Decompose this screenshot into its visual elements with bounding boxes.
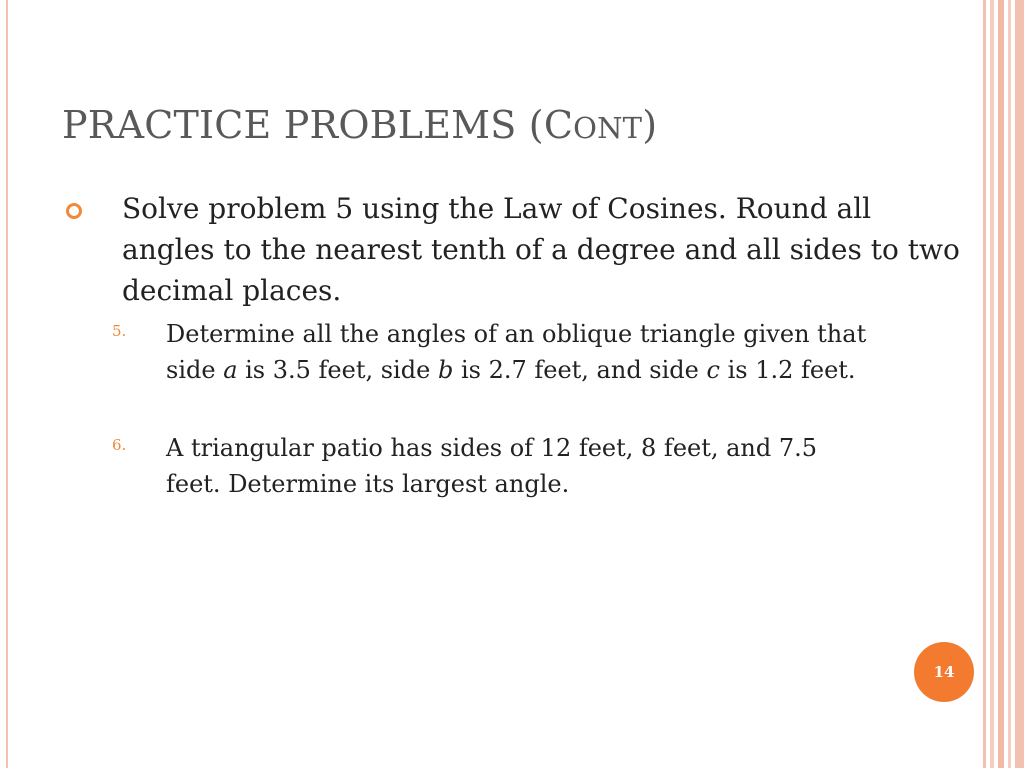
list-item-text: A triangular patio has sides of 12 feet, 8 feet, and 7.5 feet. Determine its largest angle. xyxy=(166,434,818,498)
slide-title: PRACTICE PROBLEMS (CONT) xyxy=(62,103,658,147)
list-item xyxy=(112,430,872,502)
main-bullet xyxy=(62,188,962,311)
left-border-line xyxy=(6,0,8,768)
bullet-text: Solve problem 5 using the Law of Cosines. Round all angles to the nearest tenth of a degree and all sides to two decimal places. xyxy=(122,192,960,307)
list-item-text: Determine all the angles of an oblique triangle given that side a is 3.5 feet, side b is 2.7 feet, and side c is 1.2 feet. xyxy=(166,320,867,384)
list-number: 5. xyxy=(112,322,127,340)
bullet-ring-icon xyxy=(66,203,82,219)
right-border-line xyxy=(990,0,994,768)
right-border-line xyxy=(998,0,1004,768)
page-number-badge: 14 xyxy=(914,642,974,702)
right-border-line xyxy=(1008,0,1011,768)
list-number: 6. xyxy=(112,436,127,454)
right-border-line xyxy=(1015,0,1024,768)
list-item xyxy=(112,316,872,388)
right-border-line xyxy=(983,0,986,768)
